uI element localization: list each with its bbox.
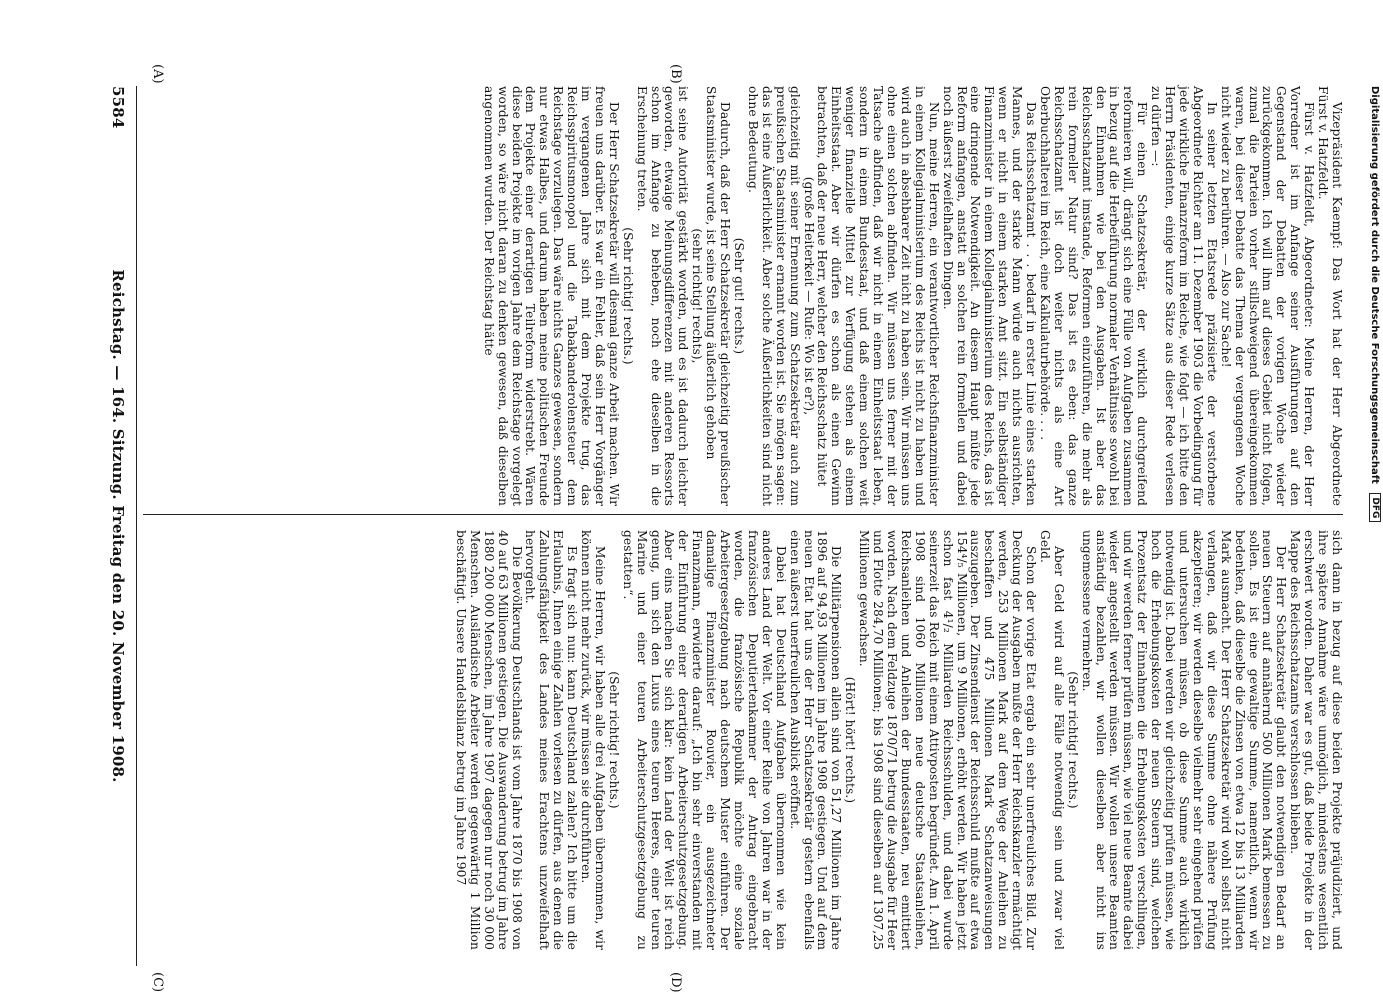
interjection: (Sehr richtig! rechts.) [606, 671, 621, 809]
digitization-footer [1369, 86, 1381, 522]
header-rule [136, 86, 137, 966]
paragraph: sich dann in bezug auf diese beiden Projekte präjudiziert, und ihre spätere Annahme wäre unmöglich, mindestens wesentlich erschwert worden. Daher war es gut, daß beide Projekte in der Mappe des Reichsschatzamts verschlossen blieben. [1288, 530, 1344, 950]
paragraph: Der Herr Schatzsekretär glaubt den notwendigen Bedarf an neuen Steuern auf annähernd 500 Millionen Mark bemessen zu sollen. Es ist eine gewaltige Summe, namentlich, wenn wir bedenken, daß dieselbe die Zinsen von etwa 12 bis 13 Milliarden Mark ausmacht. Der Herr Schatzsekretär wird wohl selbst nicht verlangen, daß wir diese Summe ohne nähere Prüfung akzeptieren; wir werden dieselbe vielmehr sehr eingehend prüfen und untersuchen müssen, ob diese Summe auch wirklich notwendig ist. Dabei werden wir gleichzeitig prüfen müssen, wie hoch die Erhebungskosten der neuen Steuern sind, welchen Prozentsatz der Einnahmen die Erhebungskosten verschlingen, und wir werden ferner prüfen müssen, wie viel neue Beamte dabei wieder angestellt werden müssen. Wir wollen unsere Beamten anständig bezahlen, wir wollen dieselben aber nicht ins ungemessene vermehren. [1079, 530, 1289, 951]
page-number: 5584 [109, 86, 127, 129]
paragraph: Die Militärpensionen allein sind von 51,27 Millionen im Jahre 1896 auf 94,93 Millionen im Jahre 1908 gestiegen. Und auf dem neuen Etat hat uns der Herr Schatzsekretär gestern ebenfalls einen äußerst unerfreulichen Ausblick eröffnet. [787, 530, 844, 950]
paragraph: Fürst v. Hatzfeldt, Abgeordneter: Meine Herren, der Herr Vorredner ist im Anfange seiner Ausführungen auf den Gegenstand der Debatten der vorigen Woche wieder zurückgekommen. Ich will ihm auf dieses Gebiet nicht folgen, zumal die Parteien vorher stillschweigend übereingekommen waren, bei dieser Debatte das Thema der vergangenen Woche nicht wieder zu berühren. — Also zur Sache! [1218, 86, 1317, 506]
quote-paragraph: Das Reichsschatzamt . . . bedarf in erster Linie eines starken Mannes, und der starke Mann würde auch nichts ausrichten, wenn er nicht in einem starken Amt sitzt. Ein selbständiger Finanzminister in einem Kollegialministerium des Reichs, das ist eine dringende Notwendigkeit. An diesem Haupt müßte jede Reform anfangen, anstatt an solchen rein formellen und dabei noch äußerst zweifelhaften Dingen. [940, 86, 1039, 506]
paragraph: Schon der vorige Etat ergab ein sehr unerfreuliches Bild. Zur Deckung der Ausgaben mußte der Herr Reichskanzler ermächtigt werden, 253 Millionen Mark auf dem Wege der Anleihen zu beschaffen und 475 Millionen Mark Schatzanweisungen auszugeben. Der Zinsendienst der Reichsschuld mußte auf etwa 154⁴/₅ Millionen, um 9 Millionen, erhöht werden. Wir haben jetzt schon fast 4¹/₂ Milliarden Reichsschulden, und dabei wurde seinerzeit das Reich mit einem Attivposten begründet. Am 1. April 1908 sind 1060 Millionen neue deutsche Staatsanleihen, Reichsanleihen und Anleihen der Bundesstaaten, neu emittiert worden. Nach dem Feldzuge 1870/71 betrug die Ausgabe für Heer und Flotte 284,70 Millionen; bis 1908 sind dieselben auf 1307,25 Millionen gewachsen. [857, 530, 1039, 950]
interjection: (große Heiterkeit — Rufe: Wo ist er?), [801, 176, 816, 416]
paragraph: Es fragt sich nun: kann Deutschland zahlen? Ich bitte um die Erlaubnis, Ihnen einige Zahlen vorlesen zu dürfen, aus denen die Zahlungsfähigkeit des Landes meines Erachtens unzweifelhaft hervorgeht. [523, 530, 580, 950]
paragraph: Dabei hat Deutschland Aufgaben übernommen wie kein anderes Land der Welt. Vor einer Reihe von Jahren war in der französischen Deputiertenkammer der Antrag eingebracht worden, die französische Republik möchte eine soziale Arbeitergesetzgebung nach deutschem Muster einführen. Der damalige Finanzminister Rouvier, ein ausgezeichneter Finanzmann, erwiderte darauf: „Ich bin sehr einverstanden mit der Einführung einer derartigen Arbeiterschutzgesetzgebung. Aber eins machen Sie sich klar: kein Land der Welt ist reich genug, um sich den Luxus eines teuren Heeres, einer teuren Marine und einer teuren Arbeiterschutzgesetzgebung zu gestatten“. [620, 530, 788, 950]
interjection: (Sehr richtig! rechts.) [1065, 671, 1080, 809]
paragraph: ist seine Autorität gestärkt worden, und es ist dadurch leichter geworden, etwaige Meinungsdifferenzen mit anderen Ressorts schon im Anfange zu beheben, noch ehe dieselben in die Erscheinung treten. [634, 86, 691, 506]
margin-mark-b: (B) [668, 64, 683, 84]
quote-paragraph: Für einen Schatzsekretär, der wirklich durchgreifend reformieren will, drängt sich eine Fülle von Aufgaben zusammen in bezug auf die Herbeiführung normaler Verhältnisse sowohl bei den Einnahmen wie bei den Ausgaben. Ist aber das Reichsschatzamt imstande, Reformen einzuführen, die mehr als rein formeller Natur sind? Das ist es eben: das ganze Reichsschatzamt ist doch weiter nichts als eine Art Oberbuchhalterei im Reich, eine Kalkulaturbehörde. . . . [1037, 86, 1150, 506]
interjection: (Sehr richtig! rechts.) [620, 227, 635, 365]
paragraph: Die Bevölkerung Deutschlands ist vom Jahre 1870 bis 1908 von 40 auf 63 Millionen gestiegen. Die Auswanderung betrug im Jahre 1880 200 000 Menschen, im Jahre 1907 dagegen nur noch 30 000 Menschen. Ausländische Arbeiter werden gegenwärtig 1 Million beschäftigt. Unsere Handelsbilanz betrug im Jahre 1907 [453, 530, 524, 950]
dfg-logo: DFG [1369, 493, 1381, 522]
speaker-intro: Vizepräsident Kaempf: Das Wort hat der Herr Abgeordnete Fürst v. Hatzfeldt. [1316, 86, 1344, 506]
interjection: (sehr richtig! rechts), [690, 228, 705, 364]
paragraph: In seiner letzten Etatsrede präzisierte der verstorbene Abgeordnete Richter am 11. Dezember 1903 die Vorbedingung für jede wirkliche Finanzreform im Reiche, wie folgt — ich bitte den Herrn Präsidenten, einige kurze Sätze aus dieser Rede verlesen zu dürfen —: [1149, 86, 1219, 506]
paragraph: Aber Geld wird auf alle Fälle notwendig sein und zwar viel Geld. [1037, 530, 1066, 950]
paragraph: Nun, meine Herren, ein verantwortlicher Reichsfinanzminister in einem Kollegialministerium des Reichs ist nicht zu haben und wird auch in absehbarer Zeit nicht zu haben sein. Wir müssen uns ohne einen solchen abfinden. Wir müssen uns ferner mit der Tatsache abfinden, daß wir nicht in einem Einheitsstaat leben, sondern in einem Bundesstaat, und daß einem solchen weit weniger finanzielle Mittel zur Verfügung stehen als einem Einheitsstaat. Aber wir dürfen es schon als einen Gewinn betrachten, daß der neue Herr, welcher den Reichsschatz hütet [815, 86, 941, 506]
left-column [143, 86, 1343, 506]
column-divider [143, 514, 1343, 515]
margin-mark-c: (C) [150, 972, 165, 993]
interjection: (Hört! hört! rechts.) [843, 676, 858, 804]
running-title: Reichstag. — 164. Sitzung. Freitag den 20. November 1908. [109, 269, 127, 783]
right-column [143, 530, 1343, 950]
interjection: (Sehr gut! rechts.) [732, 237, 747, 355]
margin-mark-a: (A) [150, 64, 165, 84]
paragraph: Der Herr Schatzsekretär will diesmal ganze Arbeit machen. Wir freuen uns darüber. Es war ein Fehler, daß sein Herr Vorgänger im vergangenen Jahre sich mit dem Projekte trug, das Reichsspiritusmonopol und die Tabakbanderolensteuer dem Reichstage vorzulegen. Das wäre nichts Ganzes gewesen, sondern nur etwas Halbes, und darum haben meine politischen Freunde dem Projekte einer derartigen Teilreform widerstrebt. Wären diese beiden Projekte im vorigen Jahre dem Reichstage vorgelegt worden, so wäre nicht daran zu denken gewesen, daß dieselben angenommen wurden. Der Reichstag hätte [481, 86, 621, 506]
margin-mark-d: (D) [668, 972, 683, 993]
paragraph: Meine Herren, wir haben alle drei Aufgaben übernommen, wir können nicht mehr zurück, wir müssen sie durchführen. [579, 530, 607, 950]
paragraph: gleichzeitig mit seiner Ernennung zum Schatzsekretär auch zum preußischen Staatsminister ernannt worden ist. Sie mögen sagen: das ist eine Äußerlichkeit. Aber solche Äußerlichkeiten sind nicht ohne Bedeutung. [745, 86, 802, 506]
page-header [99, 86, 133, 966]
footer-text: Digitalisierung gefördert durch die Deutsche Forschungsgemeinschaft [1369, 86, 1380, 484]
paragraph: Dadurch, daß der Herr Schatzsekretär gleichzeitig preußischer Staatsminister wurde, ist seine Stellung äußerlich gehoben [704, 86, 733, 506]
